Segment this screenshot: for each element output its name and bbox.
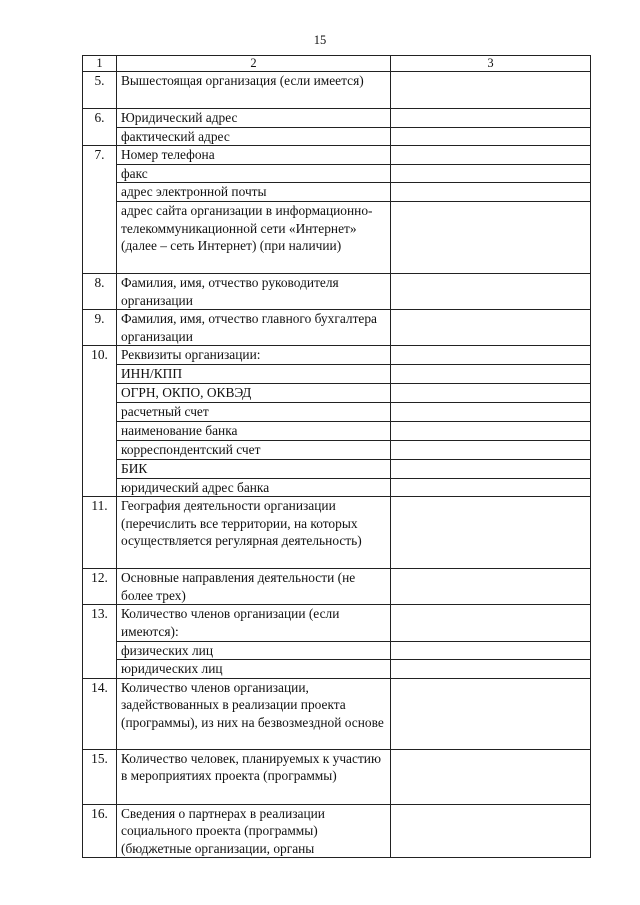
field-value-cell[interactable]	[391, 201, 591, 273]
field-label: расчетный счет	[117, 402, 391, 421]
column-header-3: 3	[391, 56, 591, 72]
field-value-cell[interactable]	[391, 383, 591, 402]
field-value-cell[interactable]	[391, 459, 591, 478]
header-row	[83, 56, 591, 72]
table-row	[83, 310, 591, 346]
table-row	[83, 127, 591, 146]
table-row	[83, 421, 591, 440]
table-row	[83, 146, 591, 165]
table-row	[83, 109, 591, 128]
page-number: 15	[313, 33, 327, 47]
field-label: факс	[117, 164, 391, 183]
field-value-cell[interactable]	[391, 273, 591, 309]
field-value-cell[interactable]	[391, 127, 591, 146]
table-row	[83, 346, 591, 365]
field-value-cell[interactable]	[391, 346, 591, 365]
table-row	[83, 660, 591, 679]
row-number: 5.	[83, 72, 117, 109]
field-value-cell[interactable]	[391, 749, 591, 804]
field-value-cell[interactable]	[391, 310, 591, 346]
table-row	[83, 273, 591, 309]
field-label: Количество членов организации (если имеются):	[117, 605, 391, 641]
field-label: ИНН/КПП	[117, 364, 391, 383]
table-row	[83, 201, 591, 273]
field-value-cell[interactable]	[391, 146, 591, 165]
field-label: адрес сайта организации в информационно-телекоммуникационной сети «Интернет» (далее – сеть Интернет) (при наличии)	[117, 201, 391, 273]
table-row	[83, 605, 591, 641]
table-row	[83, 183, 591, 202]
field-value-cell[interactable]	[391, 605, 591, 641]
table-row	[83, 478, 591, 497]
field-value-cell[interactable]	[391, 569, 591, 605]
field-label: Количество человек, планируемых к участию в мероприятиях проекта (программы)	[117, 749, 391, 804]
field-label: Реквизиты организации:	[117, 346, 391, 365]
field-value-cell[interactable]	[391, 440, 591, 459]
field-label: География деятельности организации (перечислить все территории, на которых осуществляется регулярная деятельность)	[117, 497, 391, 569]
table-row	[83, 383, 591, 402]
row-number: 10.	[83, 346, 117, 497]
field-value-cell[interactable]	[391, 497, 591, 569]
field-value-cell[interactable]	[391, 72, 591, 109]
table-row	[83, 749, 591, 804]
field-label: физических лиц	[117, 641, 391, 660]
column-header-1: 1	[83, 56, 117, 72]
row-number: 13.	[83, 605, 117, 678]
field-label: Сведения о партнерах в реализации социального проекта (программы) (бюджетные организации, органы	[117, 804, 391, 858]
field-value-cell[interactable]	[391, 660, 591, 679]
table-row	[83, 497, 591, 569]
field-label: корреспондентский счет	[117, 440, 391, 459]
field-value-cell[interactable]	[391, 364, 591, 383]
field-label: ОГРН, ОКПО, ОКВЭД	[117, 383, 391, 402]
field-value-cell[interactable]	[391, 421, 591, 440]
field-value-cell[interactable]	[391, 183, 591, 202]
field-label: Номер телефона	[117, 146, 391, 165]
field-value-cell[interactable]	[391, 641, 591, 660]
row-number: 9.	[83, 310, 117, 346]
row-number: 12.	[83, 569, 117, 605]
table-row	[83, 364, 591, 383]
row-number: 7.	[83, 146, 117, 274]
field-label: Фамилия, имя, отчество руководителя организации	[117, 273, 391, 309]
row-number: 15.	[83, 749, 117, 804]
row-number: 14.	[83, 678, 117, 749]
table-row	[83, 641, 591, 660]
field-value-cell[interactable]	[391, 164, 591, 183]
table-row	[83, 569, 591, 605]
row-number: 16.	[83, 804, 117, 858]
field-value-cell[interactable]	[391, 678, 591, 749]
field-label: юридический адрес банка	[117, 478, 391, 497]
table-row	[83, 804, 591, 858]
field-label: адрес электронной почты	[117, 183, 391, 202]
field-value-cell[interactable]	[391, 402, 591, 421]
field-label: Юридический адрес	[117, 109, 391, 128]
field-label: Основные направления деятельности (не более трех)	[117, 569, 391, 605]
row-number: 11.	[83, 497, 117, 569]
application-form-table	[82, 55, 591, 858]
table-row	[83, 440, 591, 459]
field-label: фактический адрес	[117, 127, 391, 146]
table-row	[83, 164, 591, 183]
row-number: 6.	[83, 109, 117, 146]
column-header-2: 2	[117, 56, 391, 72]
field-label: юридических лиц	[117, 660, 391, 679]
field-label: БИК	[117, 459, 391, 478]
table-row	[83, 678, 591, 749]
field-value-cell[interactable]	[391, 478, 591, 497]
field-label: Вышестоящая организация (если имеется)	[117, 72, 391, 109]
row-number: 8.	[83, 273, 117, 309]
field-label: Фамилия, имя, отчество главного бухгалтера организации	[117, 310, 391, 346]
field-value-cell[interactable]	[391, 804, 591, 858]
table-row	[83, 402, 591, 421]
field-label: Количество членов организации, задействованных в реализации проекта (программы), из них на безвозмездной основе	[117, 678, 391, 749]
table-row	[83, 459, 591, 478]
field-label: наименование банка	[117, 421, 391, 440]
field-value-cell[interactable]	[391, 109, 591, 128]
table-row	[83, 72, 591, 109]
